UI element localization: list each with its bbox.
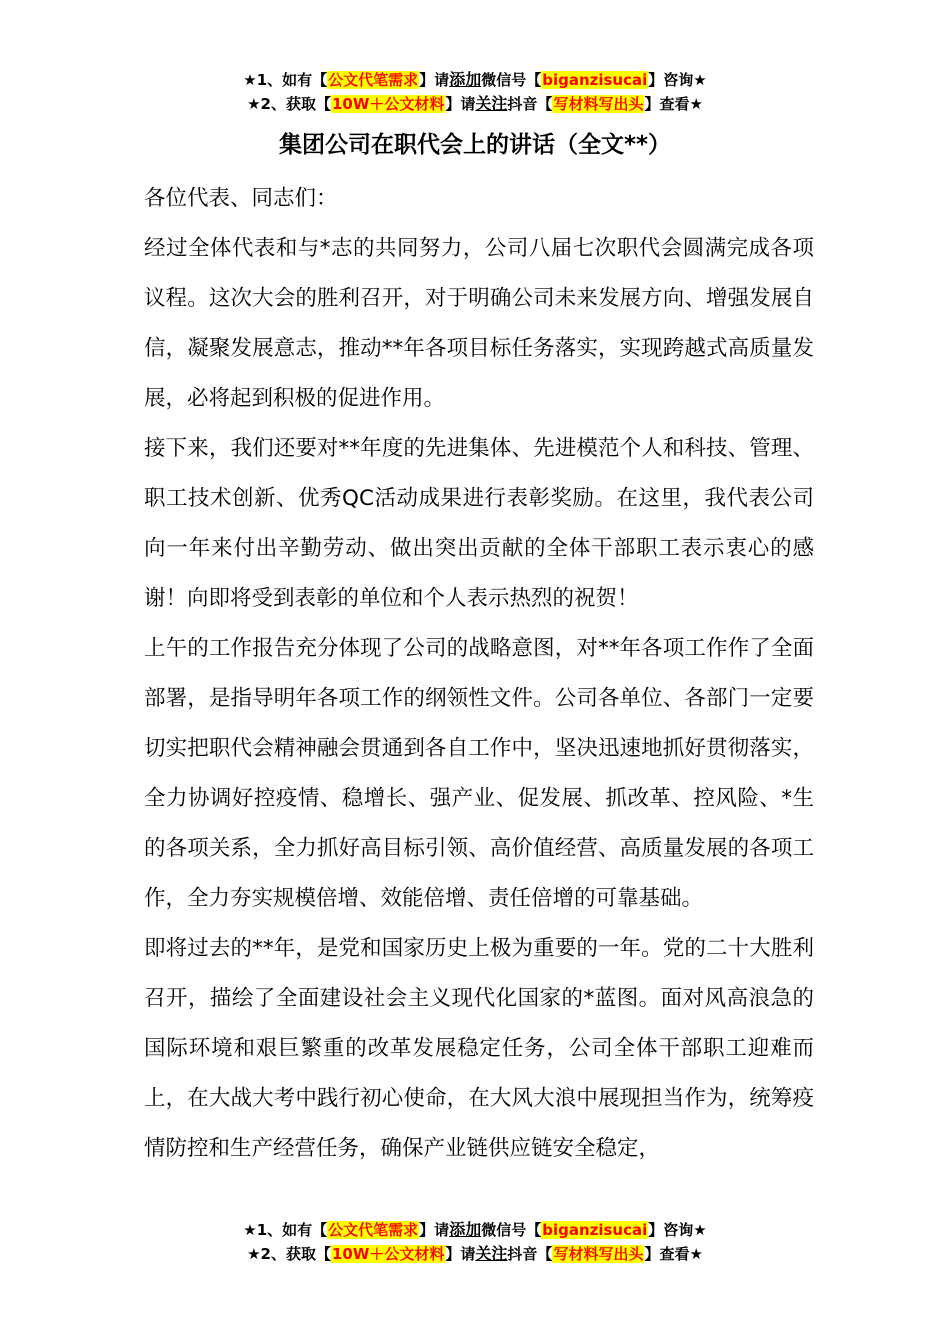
paragraph: 上午的工作报告充分体现了公司的战略意图，对**年各项工作作了全面部署，是指导明年各项工作的纲领性文件。公司各单位、各部门一定要切实把职代会精神融会贯通到各自工作中，坚决迅速地抓好贯彻落实，全力协调好控疫情、稳增长、强产业、促发展、抓改革、控风险、*生的各项关系，全力抓好高目标引领、高价值经营、高质量发展的各项工作，全力夯实规模倍增、效能倍增、责任倍增的可靠基础。: [144, 636, 814, 911]
banner-text: 微信号【: [481, 1221, 542, 1239]
banner-text: 】请: [445, 1245, 476, 1263]
banner-text: 抖音【: [507, 95, 553, 113]
banner-text: ★2、获取【: [247, 1245, 331, 1263]
banner-text: 】请: [419, 71, 450, 89]
banner-text: 】请: [445, 95, 476, 113]
banner-text: ★1、如有【: [243, 1221, 328, 1239]
banner-underline: 添加: [449, 1220, 482, 1239]
footer-banner: [0, 1218, 950, 1266]
banner-text: 】查看★: [644, 1245, 703, 1263]
paragraph: 接下来，我们还要对**年度的先进集体、先进模范个人和科技、管理、职工技术创新、优秀QC活动成果进行表彰奖励。在这里，我代表公司向一年来付出辛勤劳动、做出突出贡献的全体干部职工表示衷心的感谢！向即将受到表彰的单位和个人表示热烈的祝贺！: [144, 436, 814, 611]
greeting: 各位代表、同志们：: [144, 186, 338, 211]
banner-line-2: [0, 1242, 950, 1266]
banner-text: ★2、获取【: [247, 95, 331, 113]
banner-underline: 关注: [475, 1244, 508, 1263]
banner-highlight: biganzisucai: [542, 1221, 648, 1239]
banner-highlight: 10W＋公文材料: [331, 1245, 445, 1263]
banner-text: 抖音【: [507, 1245, 553, 1263]
paragraph: 即将过去的**年，是党和国家历史上极为重要的一年。党的二十大胜利召开，描绘了全面建设社会主义现代化国家的*蓝图。面对风高浪急的国际环境和艰巨繁重的改革发展稳定任务，公司全体干部职工迎难而上，在大战大考中践行初心使命，在大风大浪中展现担当作为，统筹疫情防控和生产经营任务，确保产业链供应链安全稳定，: [144, 936, 814, 1161]
header-banner: [0, 68, 950, 116]
banner-highlight: 公文代笔需求: [328, 71, 419, 89]
document-title: 集团公司在职代会上的讲话（全文**）: [278, 132, 672, 158]
banner-text: 】查看★: [644, 95, 703, 113]
banner-highlight: 写材料写出头: [553, 1245, 644, 1263]
banner-highlight: 10W＋公文材料: [331, 95, 445, 113]
banner-line-2: [0, 92, 950, 116]
banner-text: ★1、如有【: [243, 71, 328, 89]
banner-line-1: [0, 1218, 950, 1242]
document-body: [144, 174, 814, 1174]
banner-highlight: 公文代笔需求: [328, 1221, 419, 1239]
banner-underline: 添加: [449, 70, 482, 89]
banner-line-1: [0, 68, 950, 92]
banner-highlight: 写材料写出头: [553, 95, 644, 113]
banner-underline: 关注: [475, 94, 508, 113]
banner-text: 微信号【: [481, 71, 542, 89]
banner-text: 】咨询★: [648, 1221, 707, 1239]
paragraph: 经过全体代表和与*志的共同努力，公司八届七次职代会圆满完成各项议程。这次大会的胜利召开，对于明确公司未来发展方向、增强发展自信，凝聚发展意志，推动**年各项目标任务落实，实现跨越式高质量发展，必将起到积极的促进作用。: [144, 236, 814, 411]
banner-text: 】请: [419, 1221, 450, 1239]
banner-highlight: biganzisucai: [542, 71, 648, 89]
banner-text: 】咨询★: [648, 71, 707, 89]
